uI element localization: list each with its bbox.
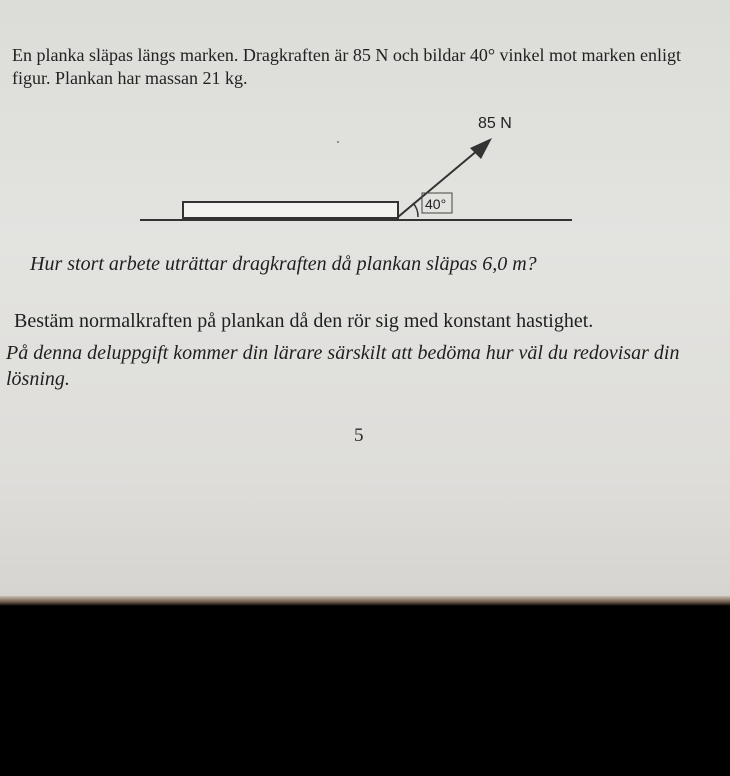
page-number: 5 bbox=[354, 425, 364, 446]
force-label: 85 N bbox=[478, 115, 512, 132]
angle-label: 40° bbox=[425, 196, 447, 212]
question-b-note: På denna deluppgift kommer din lärare särskilt att bedöma hur väl du redovisar din lösning. bbox=[6, 342, 680, 390]
plank-diagram bbox=[0, 100, 730, 240]
speck bbox=[337, 141, 339, 143]
force-arrow-head bbox=[470, 138, 492, 159]
plank bbox=[183, 202, 398, 218]
question-a: Hur stort arbete uträttar dragkraften då plankan släpas 6,0 m? bbox=[30, 253, 537, 275]
question-b: Bestäm normalkraften på plankan då den rör sig med konstant hastighet. bbox=[14, 310, 594, 332]
problem-intro: En planka släpas längs marken. Dragkraften är 85 N och bildar 40° vinkel mot marken enligt figur. Plankan har massan 21 kg. bbox=[12, 45, 681, 88]
paper-edge bbox=[0, 596, 730, 606]
angle-arc bbox=[413, 203, 418, 217]
